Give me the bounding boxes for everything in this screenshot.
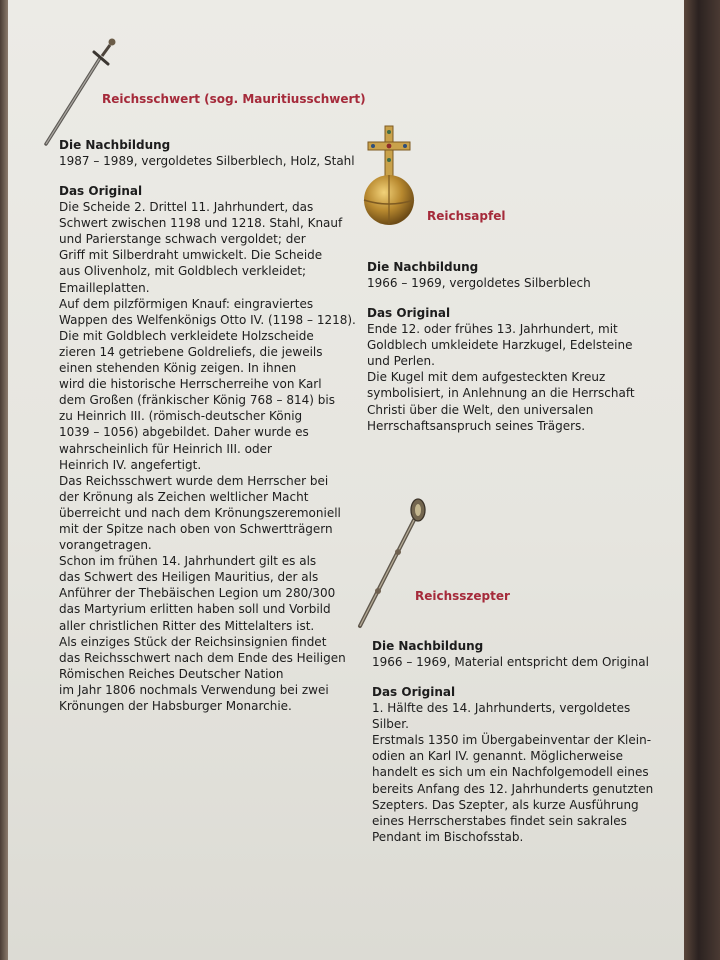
orb-original-text: Ende 12. oder frühes 13. Jahrhundert, mit Goldblech umkleidete Harzkugel, Edelsteine und Perlen. Die Kugel mit dem aufgesteckten Kreuz symbolisiert, in Anlehnung an die Herrschaft Christi über die Welt, den universalen Herrschaftsanspruch seines Trägers. [367, 322, 635, 433]
sword-title: Reichsschwert (sog. Mauritiusschwert) [102, 92, 366, 106]
sword-original-text: Die Scheide 2. Drittel 11. Jahrhundert, das Schwert zwischen 1198 und 1218. Stahl, Knauf und Parierstange schwach vergoldet; der Griff mit Silberdraht umwickelt. Die Scheide aus Olivenholz, mit Goldblech verkleidet; Emailleplatten. Auf dem pilzförmigen Knauf: eingraviertes Wappen des Welfenkönigs Otto IV. (1198 – 1218). Die mit Goldblech verkleidete Holzscheide zieren 14 getriebene Goldreliefs, die jeweils einen stehenden König zeigen. In ihnen wird die historische Herrscherreihe von Karl dem Großen (fränkischer König 768 – 814) bis zu Heinrich III. (römisch-deutscher König 1039 – 1056) abgebildet. Daher wurde es wahrscheinlich für Heinrich III. oder Heinrich IV. angefertigt. Das Reichsschwert wurde dem Herrscher bei der Krönung als Zeichen weltlicher Macht überreicht und nach dem Krönungszeremoniell mit der Spitze nach oben von Schwertträgern vorangetragen. Schon im frühen 14. Jahrhundert gilt es als das Schwert des Heiligen Mauritius, der als Anführer der Thebäischen Legion um 280/300 das Martyrium erlitten haben soll und Vorbild aller christlichen Ritter des Mittelalters ist. Als einziges Stück der Reichsinsignien findet das Reichsschwert nach dem Ende des Heiligen Römischen Reiches Deutscher Nation im Jahr 1806 nochmals Verwendung bei zwei Krönungen der Habsburger Monarchie. [59, 200, 356, 713]
sceptre-title: Reichsszepter [415, 589, 510, 603]
sword-text-block [59, 137, 356, 714]
orb-original-heading: Das Original [367, 306, 451, 321]
orb-text-block [367, 259, 635, 434]
exhibit-panel [8, 0, 684, 960]
sceptre-replica-text: 1966 – 1969, Material entspricht dem Original [372, 655, 649, 669]
imperial-orb-icon [360, 124, 418, 230]
sceptre-original-text: 1. Hälfte des 14. Jahrhunderts, vergoldetes Silber. Erstmals 1350 im Übergabeinventar der Klein- odien an Karl IV. genannt. Möglicherweise handelt es sich um ein Nachfolgemodell eines bereits Anfang des 12. Jahrhunderts genutzten Szepters. Das Szepter, als kurze Ausführung eines Herrscherstabes findet sein sakrales Pendant im Bischofsstab. [372, 701, 654, 844]
orb-replica-text: 1966 – 1969, vergoldetes Silberblech [367, 276, 591, 290]
frame-right-edge [684, 0, 720, 960]
orb-title: Reichsapfel [427, 209, 506, 223]
frame-left-edge [0, 0, 8, 960]
sword-replica-text: 1987 – 1989, vergoldetes Silberblech, Holz, Stahl [59, 154, 355, 168]
sword-original-heading: Das Original [59, 184, 143, 199]
sceptre-replica-heading: Die Nachbildung [372, 639, 484, 653]
sceptre-icon [348, 496, 430, 632]
sword-replica-heading: Die Nachbildung [59, 138, 171, 152]
sceptre-original-heading: Das Original [372, 685, 456, 700]
orb-replica-heading: Die Nachbildung [367, 260, 479, 274]
sceptre-text-block [372, 638, 653, 845]
